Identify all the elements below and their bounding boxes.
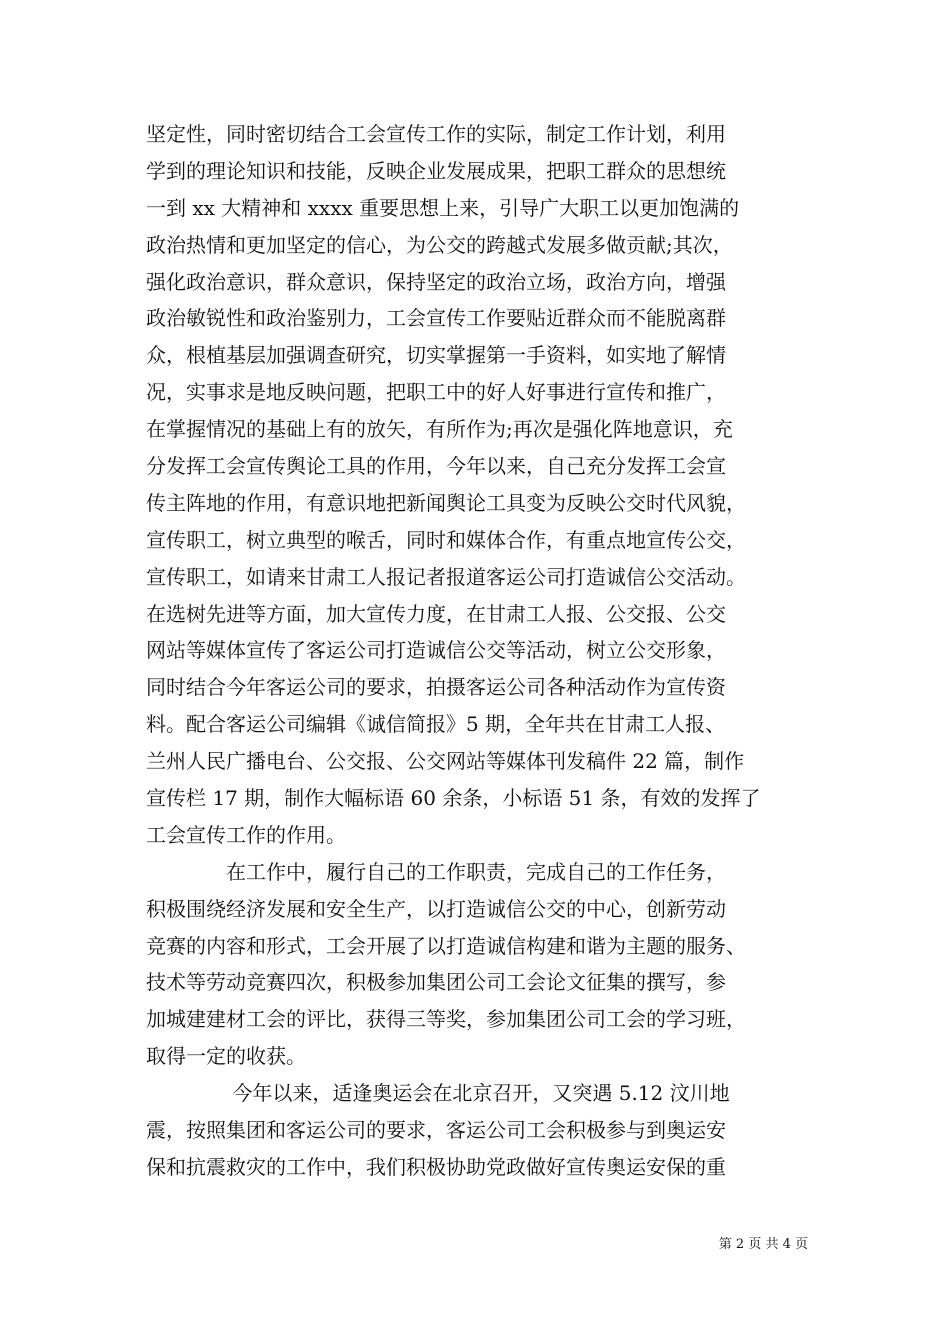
text-line: 积极围绕经济发展和安全生产，以打造诚信公交的中心，创新劳动 xyxy=(146,896,726,921)
text-line: 在掌握情况的基础上有的放矢，有所作为;再次是强化阵地意识，充 xyxy=(146,417,733,442)
text-line: 强化政治意识，群众意识，保持坚定的政治立场，政治方向，增强 xyxy=(146,269,726,294)
text-line: 取得一定的收获。 xyxy=(146,1044,306,1069)
text-line: 兰州人民广播电台、公交报、公交网站等媒体刊发稿件 22 篇，制作 xyxy=(146,749,745,774)
text-line: 加城建建材工会的评比，获得三等奖，参加集团公司工会的学习班， xyxy=(146,1007,746,1032)
text-line: 竞赛的内容和形式，工会开展了以打造诚信构建和谐为主题的服务、 xyxy=(146,933,746,958)
text-line: 坚定性，同时密切结合工会宣传工作的实际，制定工作计划，利用 xyxy=(146,122,726,146)
text-line: 工会宣传工作的作用。 xyxy=(146,822,346,847)
text-line: 政治热情和更加坚定的信心，为公交的跨越式发展多做贡献;其次， xyxy=(146,232,733,257)
text-line: 政治敏锐性和政治鉴别力，工会宣传工作要贴近群众而不能脱离群 xyxy=(146,306,726,331)
text-line: 料。配合客运公司编辑《诚信简报》5 期，全年共在甘肃工人报、 xyxy=(146,712,726,737)
text-line: 况，实事求是地反映问题，把职工中的好人好事进行宣传和推广， xyxy=(146,380,726,405)
text-line: 今年以来，适逢奥运会在北京召开，又突遇 5.12 汶川地 xyxy=(146,1081,730,1106)
page-footer: 第 2 页 共 4 页 xyxy=(718,1237,808,1252)
text-line: 保和抗震救灾的工作中，我们积极协助党政做好宣传奥运安保的重 xyxy=(146,1154,726,1179)
text-line: 在工作中，履行自己的工作职责，完成自己的工作任务， xyxy=(146,859,726,884)
text-line: 技术等劳动竞赛四次，积极参加集团公司工会论文征集的撰写，参 xyxy=(146,970,726,995)
text-line: 宣传职工，树立典型的喉舌，同时和媒体合作，有重点地宣传公交， xyxy=(146,527,746,552)
body-text xyxy=(146,116,818,1186)
text-line: 传主阵地的作用，有意识地把新闻舆论工具变为反映公交时代风貌， xyxy=(146,490,746,515)
text-line: 网站等媒体宣传了客运公司打造诚信公交等活动，树立公交形象， xyxy=(146,638,726,663)
text-line: 宣传职工，如请来甘肃工人报记者报道客运公司打造诚信公交活动。 xyxy=(146,564,746,589)
text-line: 震，按照集团和客运公司的要求，客运公司工会积极参与到奥运安 xyxy=(146,1118,726,1143)
text-line: 分发挥工会宣传舆论工具的作用，今年以来，自己充分发挥工会宣 xyxy=(146,454,726,479)
text-line: 一到 xx 大精神和 xxxx 重要思想上来，引导广大职工以更加饱满的 xyxy=(146,195,740,220)
text-line: 学到的理论知识和技能，反映企业发展成果，把职工群众的思想统 xyxy=(146,158,726,183)
text-line: 宣传栏 17 期，制作大幅标语 60 余条，小标语 51 条，有效的发挥了 xyxy=(146,786,761,811)
text-line: 同时结合今年客运公司的要求，拍摄客运公司各种活动作为宣传资 xyxy=(146,675,726,700)
text-line: 众，根植基层加强调查研究，切实掌握第一手资料，如实地了解情 xyxy=(146,343,726,368)
text-line: 在选树先进等方面，加大宣传力度，在甘肃工人报、公交报、公交 xyxy=(146,601,726,626)
